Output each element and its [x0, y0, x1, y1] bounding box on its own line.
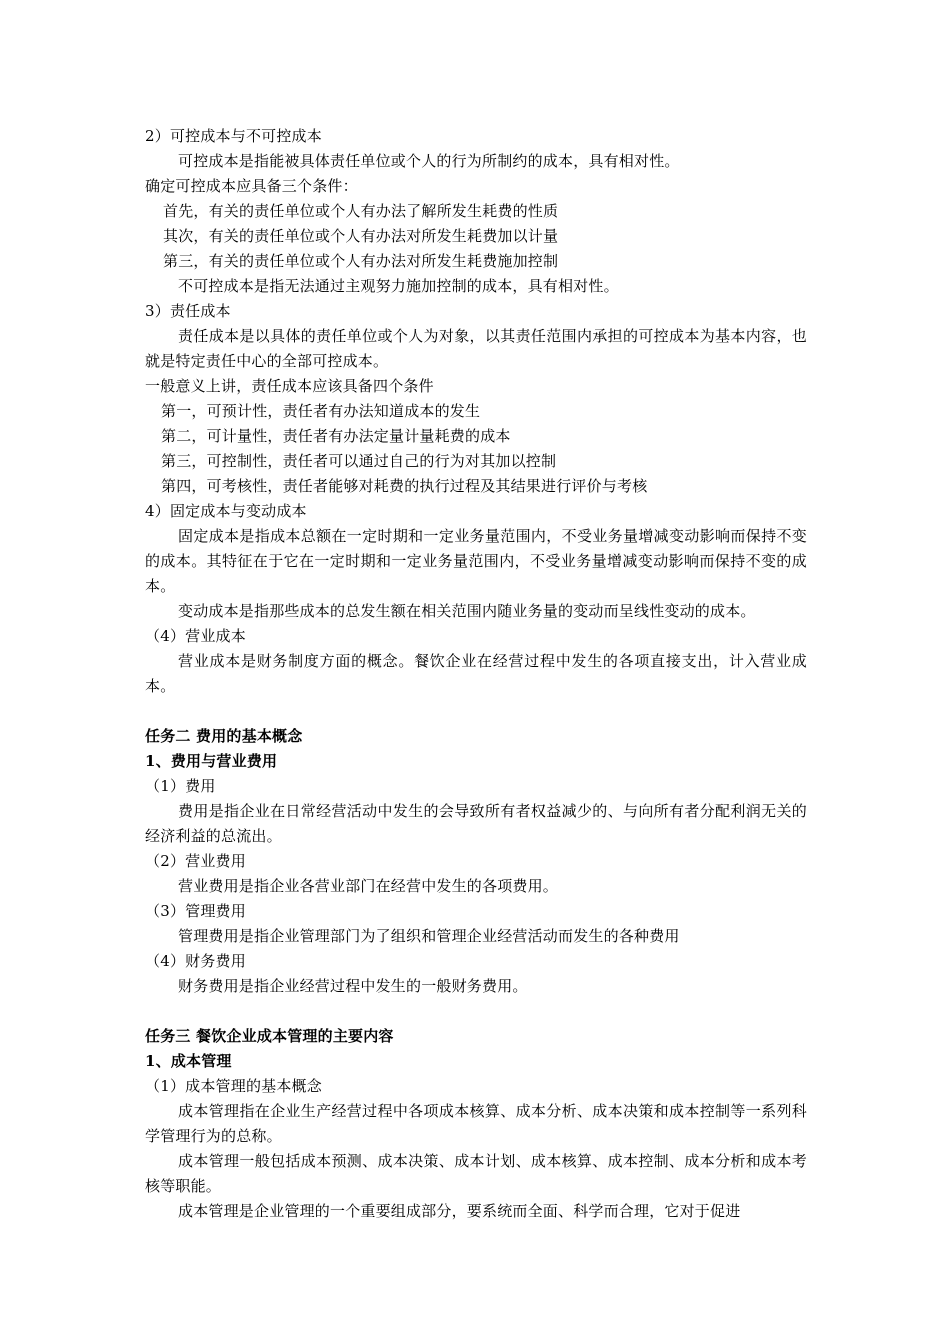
- document-body: [145, 124, 807, 1224]
- paragraph-cost-management: 成本管理指在企业生产经营过程中各项成本核算、成本分析、成本决策和成本控制等一系列科学管理行为的总称。: [145, 1102, 807, 1145]
- heading-finance-expense: （4）财务费用: [145, 952, 246, 970]
- heading-expense: （1）费用: [145, 777, 216, 795]
- heading-cost-management-concept: （1）成本管理的基本概念: [145, 1077, 322, 1095]
- heading-admin-expense: （3）管理费用: [145, 902, 246, 920]
- section-title-task-two: 任务二 费用的基本概念: [145, 727, 303, 745]
- section-title-task-three: 任务三 餐饮企业成本管理的主要内容: [145, 1027, 394, 1045]
- paragraph-admin-expense: 管理费用是指企业管理部门为了组织和管理企业经营活动而发生的各种费用: [178, 927, 680, 945]
- heading-sales-expense: （2）营业费用: [145, 852, 246, 870]
- heading-controllable-cost: 2）可控成本与不可控成本: [145, 127, 322, 145]
- heading-fixed-variable-cost: 4）固定成本与变动成本: [145, 502, 307, 520]
- paragraph-variable-cost: 变动成本是指那些成本的总发生额在相关范围内随业务量的变动而呈线性变动的成本。: [178, 602, 756, 620]
- paragraph-operating-cost: 营业成本是财务制度方面的概念。餐饮企业在经营过程中发生的各项直接支出，计入营业成本。: [145, 652, 807, 695]
- condition-item: 第一，可预计性，责任者有办法知道成本的发生: [161, 402, 481, 420]
- subsection-title: 1、成本管理: [145, 1052, 232, 1070]
- condition-item: 第四，可考核性，责任者能够对耗费的执行过程及其结果进行评价与考核: [161, 477, 648, 495]
- conditions-intro: 确定可控成本应具备三个条件：: [145, 177, 358, 195]
- heading-responsibility-cost: 3）责任成本: [145, 302, 231, 320]
- heading-operating-cost: （4）营业成本: [145, 627, 246, 645]
- paragraph-fixed-cost: 固定成本是指成本总额在一定时期和一定业务量范围内，不受业务量增减变动影响而保持不变的成本。其特征在于它在一定时期和一定业务量范围内，不受业务量增减变动影响而保持不变的成本。: [145, 527, 807, 595]
- condition-item: 其次，有关的责任单位或个人有办法对所发生耗费加以计量: [163, 227, 559, 245]
- paragraph-uncontrollable-cost: 不可控成本是指无法通过主观努力施加控制的成本，具有相对性。: [178, 277, 619, 295]
- condition-item: 首先，有关的责任单位或个人有办法了解所发生耗费的性质: [163, 202, 559, 220]
- subsection-title: 1、费用与营业费用: [145, 752, 278, 770]
- paragraph-finance-expense: 财务费用是指企业经营过程中发生的一般财务费用。: [178, 977, 528, 995]
- spacer: [145, 999, 807, 1024]
- condition-item: 第三，有关的责任单位或个人有办法对所发生耗费施加控制: [163, 252, 559, 270]
- paragraph-cost-management: 成本管理一般包括成本预测、成本决策、成本计划、成本核算、成本控制、成本分析和成本考核等职能。: [145, 1152, 807, 1195]
- condition-item: 第三，可控制性，责任者可以通过自己的行为对其加以控制: [161, 452, 557, 470]
- paragraph-sales-expense: 营业费用是指企业各营业部门在经营中发生的各项费用。: [178, 877, 559, 895]
- four-conditions-intro: 一般意义上讲，责任成本应该具备四个条件: [145, 377, 434, 395]
- paragraph-cost-management: 成本管理是企业管理的一个重要组成部分，要系统而全面、科学而合理，它对于促进: [178, 1202, 741, 1220]
- spacer: [145, 699, 807, 724]
- condition-item: 第二，可计量性，责任者有办法定量计量耗费的成本: [161, 427, 511, 445]
- paragraph-expense: 费用是指企业在日常经营活动中发生的会导致所有者权益减少的、与向所有者分配利润无关的经济利益的总流出。: [145, 802, 807, 845]
- paragraph-controllable-cost: 可控成本是指能被具体责任单位或个人的行为所制约的成本，具有相对性。: [178, 152, 680, 170]
- paragraph-responsibility-cost: 责任成本是以具体的责任单位或个人为对象，以其责任范围内承担的可控成本为基本内容，也就是特定责任中心的全部可控成本。: [145, 327, 807, 370]
